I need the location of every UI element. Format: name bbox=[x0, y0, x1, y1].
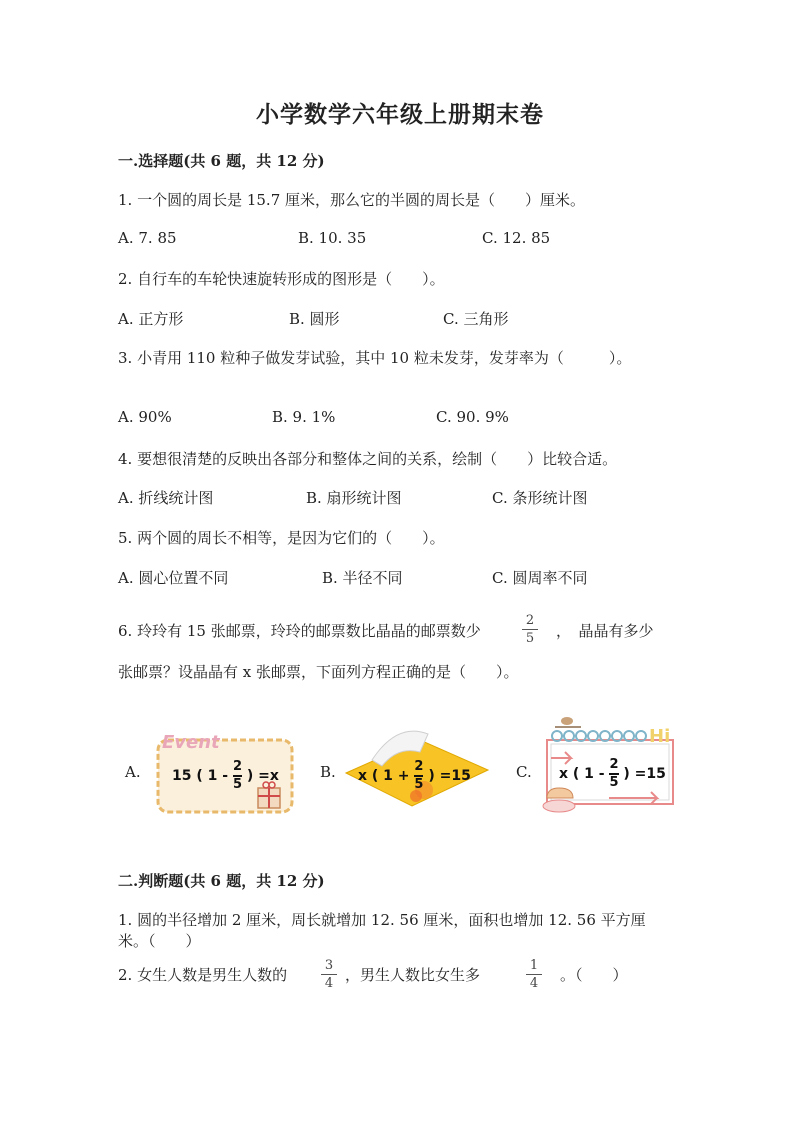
formula-a-lhs: 15 ( 1 - bbox=[172, 768, 229, 784]
q6-fraction bbox=[522, 613, 538, 646]
question-4: 4. 要想很清楚的反映出各部分和整体之间的关系，绘制（ ）比较合适。 bbox=[118, 450, 618, 468]
question-5: 5. 两个圆的周长不相等，是因为它们的（ ）。 bbox=[118, 529, 445, 547]
judgement-2-start: 2. 女生人数是男生人数的 bbox=[118, 966, 288, 984]
formula-a-den: 5 bbox=[232, 777, 242, 792]
question-2: 2. 自行车的车轮快速旋转形成的图形是（ ）。 bbox=[118, 270, 445, 288]
formula-b-rhs: ) =15 bbox=[428, 768, 471, 784]
question-3: 3. 小青用 110 粒种子做发芽试验，其中 10 粒未发芽，发芽率为（ ）。 bbox=[118, 349, 632, 367]
q2-option-a: A. 正方形 bbox=[118, 310, 184, 328]
fraction-bar bbox=[522, 629, 538, 630]
formula-b-lhs: x ( 1 + bbox=[358, 768, 410, 784]
judgement-2-middle: ，男生人数比女生多 bbox=[345, 966, 481, 984]
formula-c-fraction bbox=[609, 758, 618, 790]
formula-a-num: 2 bbox=[232, 759, 242, 774]
q6-option-c-formula bbox=[559, 758, 666, 790]
j2-f2-denominator: 4 bbox=[529, 976, 539, 991]
event-decoration-text: Event bbox=[162, 732, 220, 753]
q5-option-c: C. 圆周率不同 bbox=[492, 569, 588, 587]
formula-a-fraction bbox=[233, 760, 242, 792]
page-title: 小学数学六年级上册期末卷 bbox=[256, 101, 544, 128]
question-6-line1: 6. 玲玲有 15 张邮票，玲玲的邮票数比晶晶的邮票数少 bbox=[118, 622, 481, 640]
q1-option-a: A. 7. 85 bbox=[118, 229, 177, 247]
q4-option-c: C. 条形统计图 bbox=[492, 489, 588, 507]
q6-option-b-label: B. bbox=[320, 763, 336, 781]
formula-c-num: 2 bbox=[609, 757, 619, 772]
fraction-bar bbox=[526, 974, 542, 975]
q2-option-c: C. 三角形 bbox=[443, 310, 509, 328]
q6-option-a-label: A. bbox=[125, 763, 141, 781]
q6-fraction-numerator: 2 bbox=[525, 613, 535, 628]
q6-option-c-card bbox=[537, 712, 695, 824]
q6-option-a-formula bbox=[172, 760, 279, 792]
q4-option-a: A. 折线统计图 bbox=[118, 489, 214, 507]
q2-option-b: B. 圆形 bbox=[289, 310, 340, 328]
q6-option-b-formula bbox=[358, 760, 471, 792]
section-heading-judgement: 二.判断题(共 6 题，共 12 分) bbox=[118, 872, 325, 890]
section-heading-choice: 一.选择题(共 6 题，共 12 分) bbox=[118, 152, 325, 170]
formula-c-lhs: x ( 1 - bbox=[559, 766, 605, 782]
question-1: 1. 一个圆的周长是 15.7 厘米，那么它的半圆的周长是（ ）厘米。 bbox=[118, 191, 586, 209]
question-6-line2: 张邮票？设晶晶有 x 张邮票，下面列方程正确的是（ ）。 bbox=[118, 663, 519, 681]
judgement-2-fraction-1 bbox=[321, 958, 337, 991]
formula-a-rhs: ) =x bbox=[246, 768, 279, 784]
j2-f2-numerator: 1 bbox=[529, 958, 539, 973]
q5-option-b: B. 半径不同 bbox=[322, 569, 403, 587]
q1-option-c: C. 12. 85 bbox=[482, 229, 551, 247]
q6-fraction-denominator: 5 bbox=[525, 631, 535, 646]
j2-f1-numerator: 3 bbox=[324, 958, 334, 973]
formula-b-fraction bbox=[414, 760, 423, 792]
judgement-1-line2: 米。（ ） bbox=[118, 932, 201, 950]
question-6-line1-end: ， 晶晶有多少 bbox=[556, 622, 654, 640]
j2-f1-denominator: 4 bbox=[324, 976, 334, 991]
q1-option-b: B. 10. 35 bbox=[298, 229, 367, 247]
formula-b-den: 5 bbox=[414, 777, 424, 792]
q3-option-a: A. 90% bbox=[118, 408, 172, 426]
q3-option-b: B. 9. 1% bbox=[272, 408, 336, 426]
judgement-1-line1: 1. 圆的半径增加 2 厘米，周长就增加 12. 56 厘米，面积也增加 12. 56 平方厘 bbox=[118, 911, 646, 929]
formula-c-rhs: ) =15 bbox=[623, 766, 666, 782]
judgement-2-end: 。（ ） bbox=[560, 966, 628, 984]
fraction-bar bbox=[321, 974, 337, 975]
q3-option-c: C. 90. 9% bbox=[436, 408, 509, 426]
q6-option-a-card bbox=[150, 730, 298, 818]
hi-decoration-text: Hi bbox=[649, 726, 671, 747]
formula-b-num: 2 bbox=[414, 759, 424, 774]
q6-option-b-card bbox=[342, 718, 492, 818]
q6-option-c-label: C. bbox=[516, 763, 532, 781]
q5-option-a: A. 圆心位置不同 bbox=[118, 569, 229, 587]
formula-c-den: 5 bbox=[609, 775, 619, 790]
judgement-2-fraction-2 bbox=[526, 958, 542, 991]
q4-option-b: B. 扇形统计图 bbox=[306, 489, 402, 507]
